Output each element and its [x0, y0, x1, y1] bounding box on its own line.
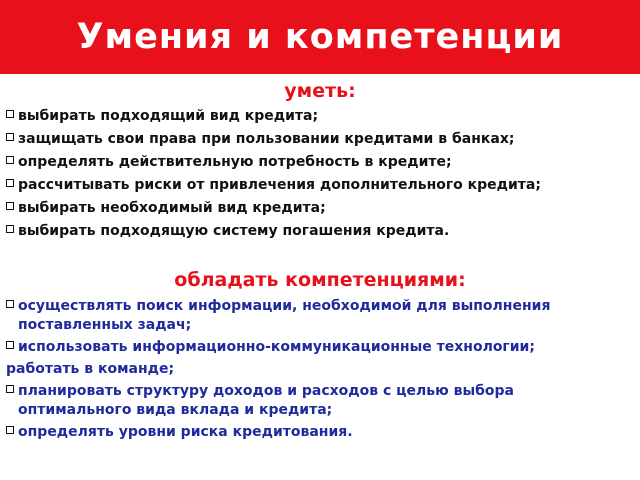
list-item-text: определять уровни риска кредитования. — [18, 424, 353, 440]
list-item — [6, 423, 632, 442]
title-bar — [0, 0, 640, 74]
slide-title: Умения и компетенции — [76, 17, 564, 57]
list-item-text: планировать структуру доходов и расходов с целью выбора оптимального вида вклада и кредита; — [18, 383, 514, 418]
hollow-square-bullet-icon — [6, 179, 14, 187]
competencies-heading: обладать компетенциями: — [174, 269, 466, 291]
skills-list — [6, 107, 632, 245]
hollow-square-bullet-icon — [6, 202, 14, 210]
hollow-square-bullet-icon — [6, 133, 14, 141]
list-item — [6, 176, 632, 195]
list-item-text: выбирать подходящую систему погашения кредита. — [18, 223, 450, 239]
hollow-square-bullet-icon — [6, 110, 14, 118]
list-item — [6, 360, 632, 379]
list-item — [6, 338, 632, 357]
list-item — [6, 382, 632, 420]
list-item-text: работать в команде; — [6, 361, 175, 377]
list-item — [6, 222, 632, 241]
list-item-text: осуществлять поиск информации, необходимой для выполнения поставленных задач; — [18, 298, 551, 333]
list-item-text: рассчитывать риски от привлечения дополнительного кредита; — [18, 177, 541, 193]
hollow-square-bullet-icon — [6, 341, 14, 349]
list-item — [6, 107, 632, 126]
hollow-square-bullet-icon — [6, 156, 14, 164]
list-item — [6, 130, 632, 149]
list-item-text: защищать свои права при пользовании кредитами в банках; — [18, 131, 515, 147]
list-item-text: определять действительную потребность в кредите; — [18, 154, 452, 170]
hollow-square-bullet-icon — [6, 426, 14, 434]
skills-heading: уметь: — [284, 80, 356, 102]
list-item-text: использовать информационно-коммуникационные технологии; — [18, 339, 535, 355]
competencies-list — [6, 297, 632, 445]
list-item — [6, 199, 632, 218]
list-item-text: выбирать подходящий вид кредита; — [18, 108, 319, 124]
hollow-square-bullet-icon — [6, 300, 14, 308]
list-item — [6, 153, 632, 172]
hollow-square-bullet-icon — [6, 225, 14, 233]
list-item-text: выбирать необходимый вид кредита; — [18, 200, 326, 216]
hollow-square-bullet-icon — [6, 385, 14, 393]
list-item — [6, 297, 632, 335]
